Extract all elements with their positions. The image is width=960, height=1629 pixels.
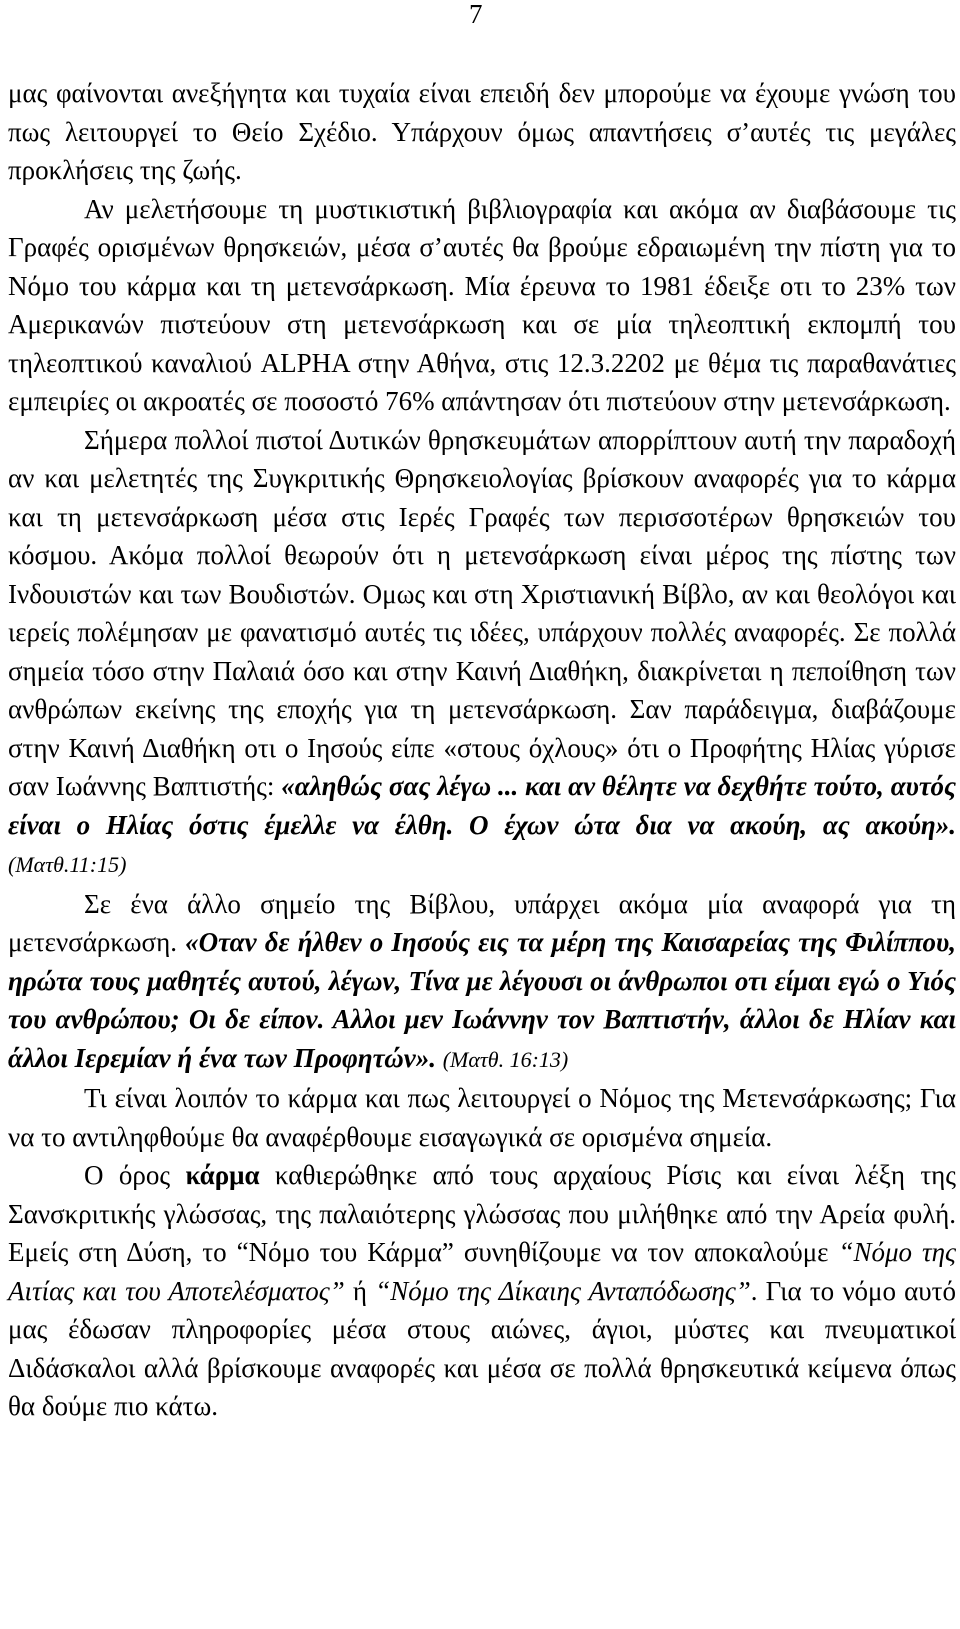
paragraph-1-text: μας φαίνονται ανεξήγητα και τυχαία είναι επειδή δεν μπορούμε να έχουμε γνώση του πως λειτουργεί το Θείο Σχέδιο. Υπάρχουν όμως απαντήσεις σ’αυτές τις μεγάλες προκλήσεις της ζωής. (8, 78, 956, 185)
term-karma: κάρμα (185, 1160, 260, 1190)
scripture-quote-2: «Οταν δε ήλθεν ο Ιησούς εις τα μέρη της Καισαρείας της Φιλίππου, ηρώτα τους μαθητές αυτού, λέγων, Τίνα με λέγουσι οι άνθρωποι οτι είμαι εγώ ο Υιός του ανθρώπου; Οι δε είπον. Αλλοι μεν Ιωάννην τον Βαπτιστήν, άλλοι δε Ηλίαν και άλλοι Ιερεμίαν ή ένα των Προφητών». (8, 927, 956, 1073)
paragraph-6 (8, 1156, 956, 1426)
document-body (8, 74, 956, 1426)
paragraph-6-text-c: ή (344, 1275, 376, 1306)
paragraph-3 (8, 421, 956, 885)
paragraph-6-text-a: Ο όρος (84, 1160, 186, 1190)
page-number: 7 (469, 0, 483, 29)
law-cause-effect: “Νόμο της Αιτίας και του Αποτελέσματος” (8, 1237, 957, 1306)
paragraph-2-text: Αν μελετήσουμε τη μυστικιστική βιβλιογραφία και ακόμα αν διαβάσουμε τις Γραφές ορισμένων θρησκειών, μέσα σ’αυτές θα βρούμε εδραιωμένη την πίστη για το Νόμο του κάρμα και τη μετενσάρκωση. Μία έρευνα το 1981 έδειξε οτι το 23% των Αμερικανών πιστεύουν στη μετενσάρκωση και σε μία τηλεοπτική εκπομπή του τηλεοπτικού καναλιού ALPHA στην Αθήνα, στις 12.3.2202 με θέμα τις παραθανάτιες εμπειρίες οι ακροατές σε ποσοστό 76% απάντησαν ότι πιστεύουν στην μετενσάρκωση. (8, 193, 956, 416)
paragraph-4 (8, 885, 956, 1080)
paragraph-2 (8, 190, 956, 421)
law-just-retribution: “Νόμο της Δίκαιης Ανταπόδωσης” (375, 1275, 751, 1306)
paragraph-6-text-b: καθιερώθηκε από τους αρχαίους Ρίσις και είναι λέξη της Σανσκριτικής γλώσσας, της παλαιότερης γλώσσας που μιλήθηκε από την Αρεία φυλή. Εμείς στη Δύση, το “Νόμο του Κάρμα” συνηθίζουμε να τον αποκαλούμε (8, 1160, 956, 1267)
paragraph-5 (8, 1079, 956, 1156)
paragraph-1 (8, 74, 956, 190)
paragraph-5-text: Τι είναι λοιπόν το κάρμα και πως λειτουργεί ο Νόμος της Μετενσάρκωσης; Για να το αντιληφθούμε θα αναφέρθουμε εισαγωγικά σε ορισμένα σημεία. (8, 1083, 956, 1152)
scripture-quote-1: «αληθώς σας λέγω ... και αν θέλητε να δεχθήτε τούτο, αυτός είναι ο Ηλίας όστις έμελλε να έλθη. Ο έχων ώτα δια να ακούη, ας ακούη». (8, 771, 957, 840)
scripture-reference-1: (Ματθ.11:15) (8, 852, 127, 877)
paragraph-3-text: Σήμερα πολλοί πιστοί Δυτικών θρησκευμάτων απορρίπτουν αυτή την παραδοχή αν και μελετητές της Συγκριτικής Θρησκειολογίας βρίσκουν αναφορές για το κάρμα και τη μετενσάρκωση μέσα στις Ιερές Γραφές των περισσοτέρων θρησκειών του κόσμου. Ακόμα πολλοί θεωρούν ότι η μετενσάρκωση είναι μέρος της πίστης των Ινδουιστών και των Βουδιστών. Ομως και στη Χριστιανική Βίβλο, αν και θεολόγοι και ιερείς πολέμησαν με φανατισμό αυτές τις ιδέες, υπάρχουν πολλές αναφορές. Σε πολλά σημεία τόσο στην Παλαιά όσο και στην Καινή Διαθήκη, διακρίνεται η πεποίθηση των ανθρώπων εκείνης της εποχής για τη μετενσάρκωση. Σαν παράδειγμα, διαβάζουμε στην Καινή Διαθήκη οτι ο Ιησούς είπε «στους όχλους» ότι ο Προφήτης Ηλίας γύρισε σαν Ιωάννης Βαπτιστής: (8, 424, 956, 801)
paragraph-4-text: Σε ένα άλλο σημείο της Βίβλου, υπάρχει ακόμα μία αναφορά για τη μετενσάρκωση. (8, 888, 956, 957)
scripture-reference-2: (Ματθ. 16:13) (442, 1046, 569, 1072)
paragraph-6-text-d: . Για το νόμο αυτό μας έδωσαν πληροφορίες μέσα στους αιώνες, άγιοι, μύστες και πνευματικοί Διδάσκαλοι αλλά βρίσκουμε αναφορές και μέσα σε πολλά θρησκευτικά κείμενα όπως θα δούμε πιο κάτω. (8, 1275, 957, 1421)
